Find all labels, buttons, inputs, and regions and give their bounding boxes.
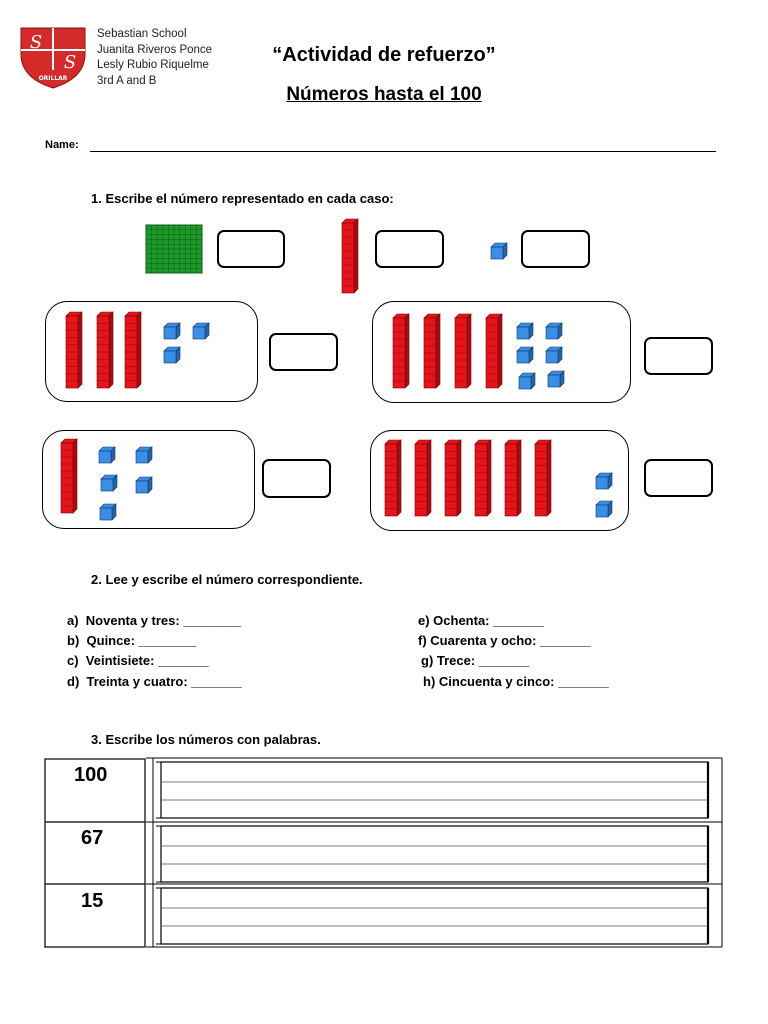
number-100: 100 [74,764,108,786]
answer-box-hundred[interactable] [217,230,285,268]
writing-row-2[interactable] [156,888,708,944]
item-h: h) Cincuenta y cinco: _______ [423,674,609,689]
hundred-flat-block [146,225,202,273]
item-text: Veintisiete: _______ [85,653,209,668]
item-f: f) Cuarenta y ocho: _______ [418,633,591,648]
item-letter: a) [67,613,79,628]
item-e: e) Ochenta: _______ [418,613,544,628]
writing-row-0[interactable] [156,762,708,818]
number-67: 67 [81,827,104,849]
section2-heading: 2. Lee y escribe el número correspondiente. [91,572,363,587]
item-a [67,613,241,628]
writing-row-1[interactable] [156,826,708,882]
words-table [44,758,764,954]
answer-box-a[interactable] [269,333,338,371]
item-text: Quince: ________ [86,633,197,648]
item-letter: c) [67,653,79,668]
name-label: Name: [45,139,79,151]
class-label: 3rd A and B [97,74,157,87]
worksheet-subtitle [0,84,768,106]
panel-a [45,301,258,402]
item-b [67,633,196,648]
item-text: Noventa y tres: ________ [85,613,242,628]
answer-box-c[interactable] [262,459,331,498]
item-d [67,674,242,689]
item-letter: b) [67,633,80,648]
ten-rod-block [342,219,358,293]
worksheet-title: “Actividad de refuerzo” [272,44,496,66]
svg-text:S: S [29,32,43,53]
answer-box-ten[interactable] [375,230,444,268]
subtitle-text: Números hasta el 100 [286,84,482,105]
svg-text:S: S [63,52,77,73]
item-text: Treinta y cuatro: _______ [86,674,242,689]
answer-box-b[interactable] [644,337,713,375]
svg-text:ORILLAR: ORILLAR [38,75,68,82]
answer-box-unit[interactable] [521,230,590,268]
panel-c [42,430,255,529]
number-15: 15 [81,890,104,912]
answer-box-d[interactable] [644,459,713,497]
item-g: g) Trece: _______ [421,653,530,668]
name-line[interactable] [90,151,716,152]
teacher-name-2: Lesly Rubio Riquelme [97,59,209,71]
school-name: Sebastian School [97,28,187,40]
unit-cube-block [491,243,507,259]
section1-heading: 1. Escribe el número representado en cada caso: [91,191,394,206]
panel-d [370,430,629,531]
teacher-name-1: Juanita Riveros Ponce [97,43,213,56]
item-letter: d) [67,674,80,689]
panel-b [372,301,631,403]
item-c [67,653,209,668]
section3-heading: 3. Escribe los números con palabras. [91,732,321,747]
